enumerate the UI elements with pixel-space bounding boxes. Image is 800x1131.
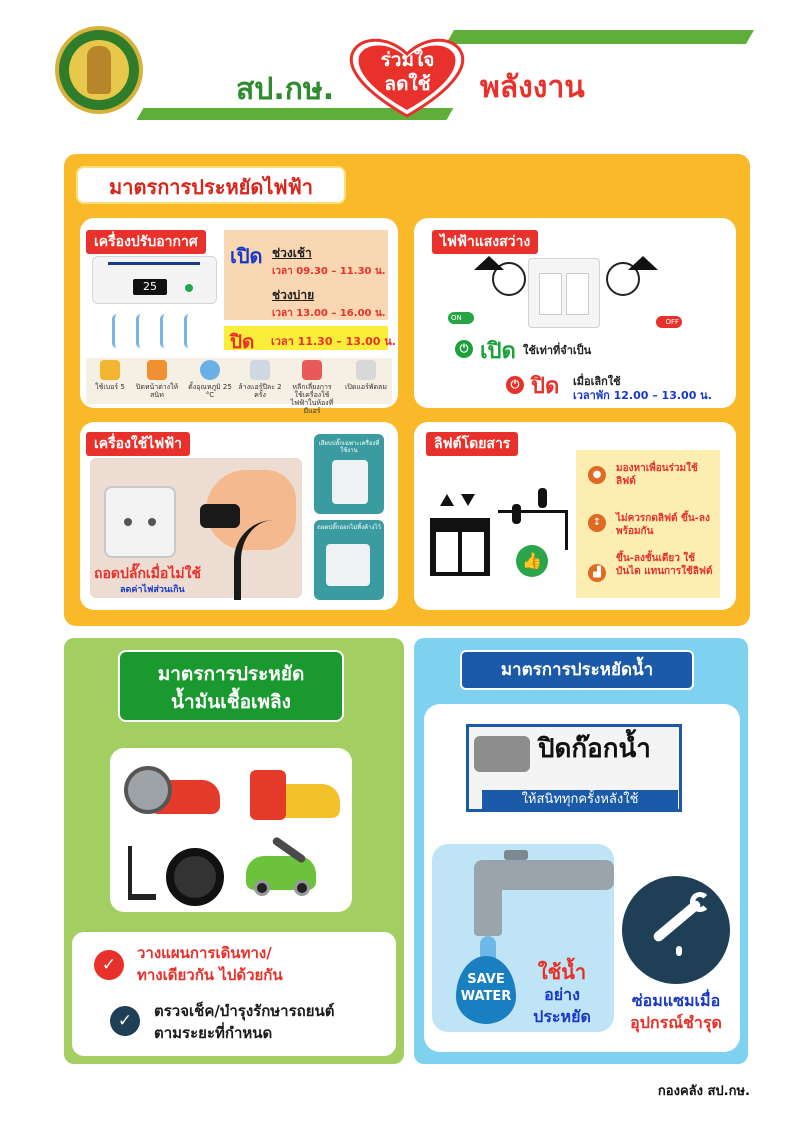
socket-icon (326, 544, 370, 586)
save-water-line1: SAVE (467, 972, 505, 987)
heart-text-line1: ร่วมใจ (380, 49, 435, 71)
aircon-open-label: เปิด (230, 244, 263, 268)
light-switch-icon (528, 258, 600, 328)
power-off-icon: ⏻ (506, 376, 524, 394)
plug-tip-caption-2: ถอดปลั๊กออกไม่ทิ้งค้างไว้ (317, 524, 381, 531)
tip-text: เปิดแอร์พัดลม (345, 383, 387, 391)
thumbs-up-icon: 👍 (516, 545, 548, 577)
ministry-seal-logo (55, 26, 143, 114)
fuel-tip-2-line1: ตรวจเช็ค/บำรุงรักษารถยนต์ (154, 1002, 335, 1020)
lock-icon (124, 766, 172, 814)
power-on-icon: ⏻ (455, 340, 473, 358)
fuel-title-line1: มาตรการประหยัด (157, 663, 305, 685)
wheel-icon (254, 880, 270, 896)
lift-tip-1: มองหาเพื่อนร่วมใช้ลิฟต์ (616, 463, 698, 487)
up-down-icon: ↕ (588, 514, 606, 532)
cold-air-icon (184, 314, 194, 348)
light-tag: ไฟฟ้าแสงสว่าง (432, 230, 538, 254)
header-stripe-top (446, 30, 754, 44)
heart-text-line2: ลดใช้ (384, 73, 431, 95)
tip-item (238, 360, 282, 399)
snowflake-icon (200, 360, 220, 380)
repair-line1: ซ่อมแซมเมื่อ (631, 991, 721, 1010)
lift-tip-3: ขึ้น-ลงชั้นเดียว ใช้บันได แทนการใช้ลิฟต์ (616, 553, 713, 577)
arrow-up-icon (440, 494, 454, 506)
aircon-close-time: เวลา 11.30 – 13.00 น. (271, 335, 396, 348)
afternoon-time: เวลา 13.00 – 16.00 น. (272, 308, 386, 319)
fuel-title-line2: น้ำมันเชื้อเพลิง (171, 691, 291, 713)
plug-tip-caption-1: เสียบปลั๊กเฉพาะเครื่องที่ใช้งาน (318, 440, 380, 454)
elevator-icon (430, 518, 490, 576)
water-drop-icon (676, 946, 682, 956)
lift-tag: ลิฟต์โดยสาร (426, 432, 518, 456)
tip-text: ปิดหน้าต่างให้สนิท (135, 383, 179, 399)
faucet-handle-icon (504, 850, 528, 860)
repair-line2 (616, 1012, 736, 1034)
water-title: มาตรการประหยัดน้ำ (460, 650, 694, 690)
appliance-icon (302, 360, 322, 380)
tip-text: หลีกเลี่ยงการใช้เครื่องใช้ไฟฟ้าในห้องที่มีแอร์ (290, 383, 334, 415)
ac-temp-display: 25 (133, 279, 167, 295)
tip-item (88, 360, 132, 391)
walking-person-icon (538, 488, 547, 508)
light-open-desc: ใช้เท่าที่จำเป็น (523, 344, 592, 357)
faucet-spout-icon (474, 880, 502, 936)
repair-line2-text: อุปกรณ์ชำรุด (630, 1013, 722, 1032)
repair-label (616, 990, 736, 1034)
tip-item (188, 360, 232, 399)
aircon-clean-icon (250, 360, 270, 380)
unplug-label: ถอดปลั๊กเมื่อไม่ใช้ (94, 566, 201, 582)
label-5-icon (100, 360, 120, 380)
morning-time: เวลา 09.30 – 11.30 น. (272, 266, 386, 277)
repair-icon (622, 876, 730, 984)
light-close-time: เวลาพัก 12.00 – 13.00 น. (573, 389, 712, 402)
footer-credit: กองคลัง สป.กษ. (657, 1084, 750, 1099)
fan-icon (356, 360, 376, 380)
light-close-label: ปิด (531, 374, 560, 399)
tip-text: ล้างแอร์ปีละ 2 ครั้ง (238, 383, 282, 399)
aircon-close-label: ปิด (230, 331, 255, 353)
ac-led-icon (185, 284, 193, 292)
tap-subheading: ให้สนิททุกครั้งหลังใช้ (482, 790, 678, 810)
tip-item (135, 360, 179, 399)
toggle-on-icon: ON (448, 312, 474, 324)
tap-heading: ปิดก๊อกน้ำ (538, 734, 651, 764)
use-water-sub-line1: อย่าง (544, 985, 580, 1004)
fuel-can-icon (250, 770, 286, 820)
tip-text: ใช้เบอร์ 5 (95, 383, 125, 391)
tip-item (344, 360, 388, 391)
morning-label: ช่วงเช้า (272, 246, 312, 260)
wheel-icon (294, 880, 310, 896)
wrench-head-icon (690, 892, 710, 912)
header-energy: พลังงาน (480, 70, 585, 105)
lift-tip-2: ไม่ควรกดลิฟต์ ขึ้น-ลง พร้อมกัน (616, 513, 710, 537)
light-open-label: เปิด (480, 339, 516, 364)
light-close-desc: เมื่อเลิกใช้ (573, 375, 621, 388)
fuel-tip-1 (137, 942, 283, 986)
unplug-sub-label: ลดค่าไฟส่วนเกิน (120, 585, 185, 595)
cold-air-icon (136, 314, 146, 348)
people-icon: ● (588, 466, 606, 484)
cold-air-icon (160, 314, 170, 348)
tap-icon (474, 736, 530, 772)
arrow-down-icon (461, 494, 475, 506)
fuel-tip-1-line1: วางแผนการเดินทาง/ (137, 944, 272, 962)
save-water-line2: WATER (460, 989, 512, 1004)
check-icon: ✓ (110, 1006, 140, 1036)
heart-text (345, 48, 470, 96)
fuel-title (118, 650, 344, 722)
check-icon: ✓ (94, 950, 124, 980)
wall-outlet-icon (104, 486, 176, 558)
ac-vent-line (108, 262, 200, 265)
appliance-tag: เครื่องใช้ไฟฟ้า (86, 432, 190, 456)
electricity-title: มาตรการประหยัดไฟฟ้า (76, 166, 346, 204)
tire-icon (166, 848, 224, 906)
walking-person-icon (512, 504, 521, 524)
fuel-tip-2-line2: ตามระยะที่กำหนด (154, 1024, 273, 1042)
afternoon-label: ช่วงบ่าย (272, 288, 315, 302)
aircon-tag: เครื่องปรับอากาศ (86, 230, 206, 254)
tip-text: ตั้งอุณหภูมิ 25 °C (188, 383, 232, 399)
fuel-tip-2 (154, 1000, 335, 1044)
use-water-sub (522, 984, 602, 1028)
use-water-label: ใช้น้ำ (537, 960, 587, 984)
toggle-off-icon: OFF (656, 316, 682, 328)
power-strip-icon (332, 460, 368, 504)
use-water-sub-line2: ประหยัด (533, 1007, 591, 1026)
air-pump-icon (128, 846, 156, 900)
header-org-name: สป.กษ. (236, 72, 335, 107)
plug-icon (200, 504, 240, 528)
cold-air-icon (112, 314, 122, 348)
tip-item (290, 360, 334, 415)
fuel-tip-1-line2: ทางเดียวกัน ไปด้วยกัน (137, 966, 283, 984)
stairs-small-icon: ▟ (588, 564, 606, 582)
window-icon (147, 360, 167, 380)
stairs-icon (498, 510, 568, 550)
